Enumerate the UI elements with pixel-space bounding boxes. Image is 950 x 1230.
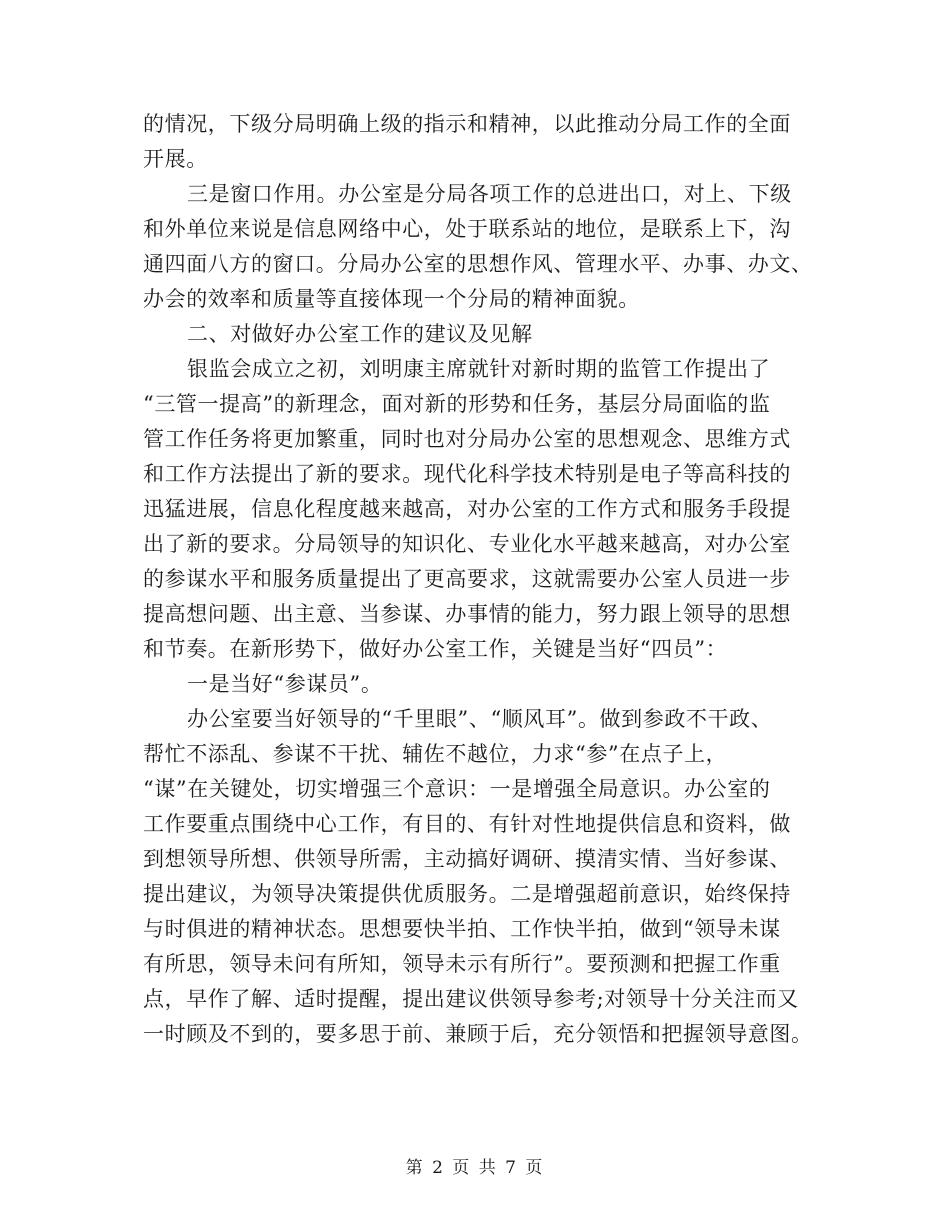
text-line: 与时俱进的精神状态。思想要快半拍、工作快半拍，做到“领导未谋 [143, 917, 781, 941]
text-line: “谋”在关键处，切实增强三个意识：一是增强全局意识。办公室的 [143, 777, 771, 801]
text-line: 通四面八方的窗口。分局办公室的思想作风、管理水平、办事、办文、 [143, 252, 813, 276]
text-line: 帮忙不添乱、参谋不干扰、辅佐不越位，力求“参”在点子上， [143, 742, 728, 766]
text-line: 的参谋水平和服务质量提出了更高要求，这就需要办公室人员进一步 [143, 567, 791, 591]
text-line: 出了新的要求。分局领导的知识化、专业化水平越来越高，对办公室 [143, 532, 791, 556]
text-line: 提高想问题、出主意、当参谋、办事情的能力，努力跟上领导的思想 [143, 602, 791, 626]
text-line: 迅猛进展，信息化程度越来越高，对办公室的工作方式和服务手段提 [143, 497, 791, 521]
sub-heading: 一是当好“参谋员”。 [187, 672, 383, 696]
text-line: 提出建议，为领导决策提供优质服务。二是增强超前意识，始终保持 [143, 882, 791, 906]
text-line: 一时顾及不到的，要多思于前、兼顾于后，充分领悟和把握领导意图。 [143, 1022, 813, 1046]
document-body [143, 107, 813, 1052]
text-line: 点，早作了解、适时提醒，提出建议供领导参考;对领导十分关注而又 [143, 987, 799, 1011]
text-line: 管工作任务将更加繁重，同时也对分局办公室的思想观念、思维方式 [143, 427, 791, 451]
paragraph-start: 办公室要当好领导的“千里眼”、“顺风耳”。做到参政不干政、 [187, 707, 773, 731]
text-line: 办会的效率和质量等直接体现一个分局的精神面貌。 [143, 287, 640, 311]
text-line: 的情况，下级分局明确上级的指示和精神，以此推动分局工作的全面 [143, 112, 791, 136]
paragraph-start: 三是窗口作用。办公室是分局各项工作的总进出口，对上、下级 [187, 182, 792, 206]
text-line: 开展。 [143, 147, 208, 171]
text-line: 和工作方法提出了新的要求。现代化科学技术特别是电子等高科技的 [143, 462, 791, 486]
text-line: 和节奏。在新形势下，做好办公室工作，关键是当好“四员”： [143, 637, 728, 661]
text-line: 到想领导所想、供领导所需，主动搞好调研、摸清实情、当好参谋、 [143, 847, 791, 871]
text-line: 工作要重点围绕中心工作，有目的、有针对性地提供信息和资料，做 [143, 812, 791, 836]
text-line: 有所思，领导未问有所知，领导未示有所行”。要预测和把握工作重 [143, 952, 781, 976]
section-heading: 二、对做好办公室工作的建议及见解 [187, 322, 533, 346]
page-number-footer: 第 2 页 共 7 页 [405, 1158, 545, 1178]
text-line: “三管一提高”的新理念，面对新的形势和任务，基层分局面临的监 [143, 392, 771, 416]
paragraph-start: 银监会成立之初，刘明康主席就针对新时期的监管工作提出了 [187, 357, 771, 381]
text-line: 和外单位来说是信息网络中心，处于联系站的地位，是联系上下，沟 [143, 217, 791, 241]
